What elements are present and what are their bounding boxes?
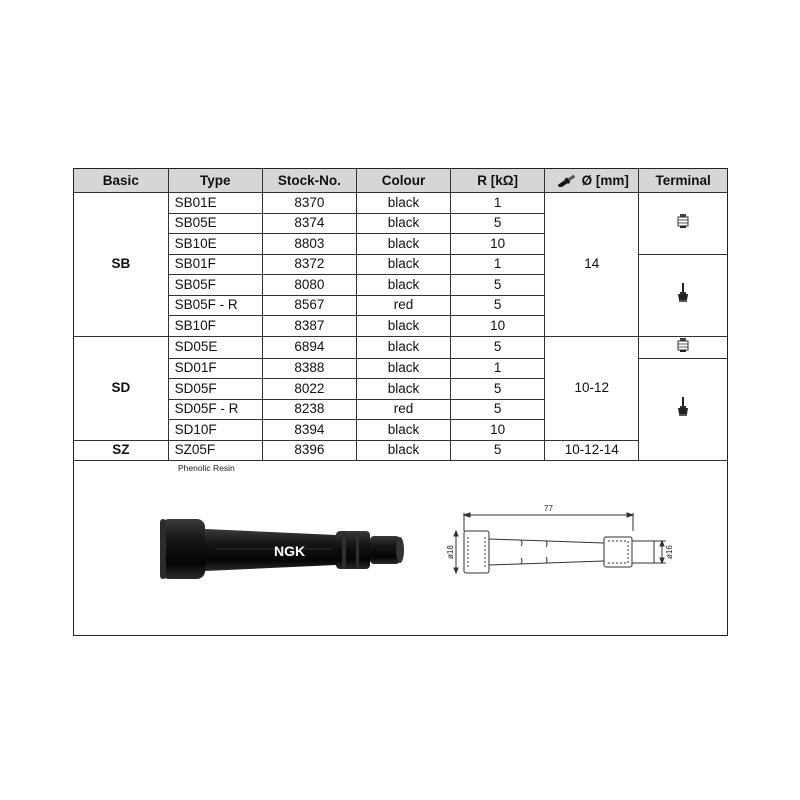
spark-plug-icon xyxy=(555,175,579,187)
colour-cell: black xyxy=(356,420,450,441)
colour-cell: red xyxy=(356,399,450,420)
colour-cell: black xyxy=(356,379,450,400)
resistance-cell: 10 xyxy=(451,316,545,337)
diameter-cell: 10-12-14 xyxy=(545,440,639,461)
type-cell: SB05F xyxy=(168,275,262,296)
stud-terminal-icon xyxy=(677,283,689,303)
terminal-cell xyxy=(639,254,727,336)
terminal-cell xyxy=(639,336,727,358)
stock-cell: 6894 xyxy=(262,336,356,358)
stock-cell: 8370 xyxy=(262,193,356,214)
stud-terminal-icon xyxy=(677,397,689,417)
resistance-cell: 1 xyxy=(451,358,545,379)
spec-table xyxy=(74,169,727,461)
basic-cell: SB xyxy=(74,193,168,337)
nut-terminal-icon xyxy=(677,213,689,229)
stock-cell: 8080 xyxy=(262,275,356,296)
colour-cell: black xyxy=(356,336,450,358)
basic-cell: SZ xyxy=(74,440,168,461)
resistance-cell: 5 xyxy=(451,440,545,461)
type-cell: SD05E xyxy=(168,336,262,358)
colour-cell: red xyxy=(356,295,450,316)
colour-cell: black xyxy=(356,193,450,214)
stock-cell: 8567 xyxy=(262,295,356,316)
spec-sheet xyxy=(73,168,728,636)
stock-cell: 8396 xyxy=(262,440,356,461)
material-label: Phenolic Resin xyxy=(178,463,235,473)
type-cell: SB05E xyxy=(168,213,262,234)
stock-cell: 8238 xyxy=(262,399,356,420)
nut-terminal-icon xyxy=(677,337,689,353)
ngk-logo: NGK xyxy=(274,543,306,559)
type-cell: SZ05F xyxy=(168,440,262,461)
colour-cell: black xyxy=(356,213,450,234)
stock-cell: 8394 xyxy=(262,420,356,441)
header-basic: Basic xyxy=(74,169,168,193)
type-cell: SD10F xyxy=(168,420,262,441)
resistance-cell: 5 xyxy=(451,399,545,420)
table-header-row xyxy=(74,169,727,193)
resistance-cell: 5 xyxy=(451,213,545,234)
boot-diameter-label: ø18 xyxy=(446,545,455,559)
stock-cell: 8387 xyxy=(262,316,356,337)
length-dimension-label: 77 xyxy=(544,504,553,513)
type-cell: SD05F - R xyxy=(168,399,262,420)
diameter-cell: 10-12 xyxy=(545,336,639,440)
header-resistance: R [kΩ] xyxy=(451,169,545,193)
header-terminal: Terminal xyxy=(639,169,727,193)
stock-cell: 8372 xyxy=(262,254,356,275)
product-figure xyxy=(74,459,727,635)
end-diameter-label: ø16 xyxy=(665,545,674,559)
terminal-cell xyxy=(639,358,727,461)
resistance-cell: 5 xyxy=(451,275,545,296)
resistance-cell: 1 xyxy=(451,254,545,275)
stock-cell: 8374 xyxy=(262,213,356,234)
colour-cell: black xyxy=(356,275,450,296)
resistance-cell: 5 xyxy=(451,336,545,358)
header-diameter-label: Ø [mm] xyxy=(581,172,629,188)
resistance-cell: 5 xyxy=(451,379,545,400)
colour-cell: black xyxy=(356,234,450,255)
header-diameter xyxy=(545,169,639,193)
type-cell: SB10F xyxy=(168,316,262,337)
stock-cell: 8388 xyxy=(262,358,356,379)
basic-cell: SD xyxy=(74,336,168,440)
type-cell: SD05F xyxy=(168,379,262,400)
resistance-cell: 10 xyxy=(451,234,545,255)
table-row xyxy=(74,336,727,358)
type-cell: SB05F - R xyxy=(168,295,262,316)
colour-cell: black xyxy=(356,358,450,379)
terminal-cell xyxy=(639,193,727,255)
colour-cell: black xyxy=(356,254,450,275)
type-cell: SB01E xyxy=(168,193,262,214)
type-cell: SB10E xyxy=(168,234,262,255)
colour-cell: black xyxy=(356,316,450,337)
stock-cell: 8022 xyxy=(262,379,356,400)
resistance-cell: 5 xyxy=(451,295,545,316)
colour-cell: black xyxy=(356,440,450,461)
header-stock-no: Stock-No. xyxy=(262,169,356,193)
table-row xyxy=(74,440,727,461)
type-cell: SD01F xyxy=(168,358,262,379)
resistance-cell: 1 xyxy=(451,193,545,214)
spark-plug-cap-photo xyxy=(156,489,416,609)
table-row xyxy=(74,193,727,214)
header-colour: Colour xyxy=(356,169,450,193)
resistance-cell: 10 xyxy=(451,420,545,441)
dimension-drawing xyxy=(426,489,686,609)
type-cell: SB01F xyxy=(168,254,262,275)
header-type: Type xyxy=(168,169,262,193)
stock-cell: 8803 xyxy=(262,234,356,255)
diameter-cell: 14 xyxy=(545,193,639,337)
